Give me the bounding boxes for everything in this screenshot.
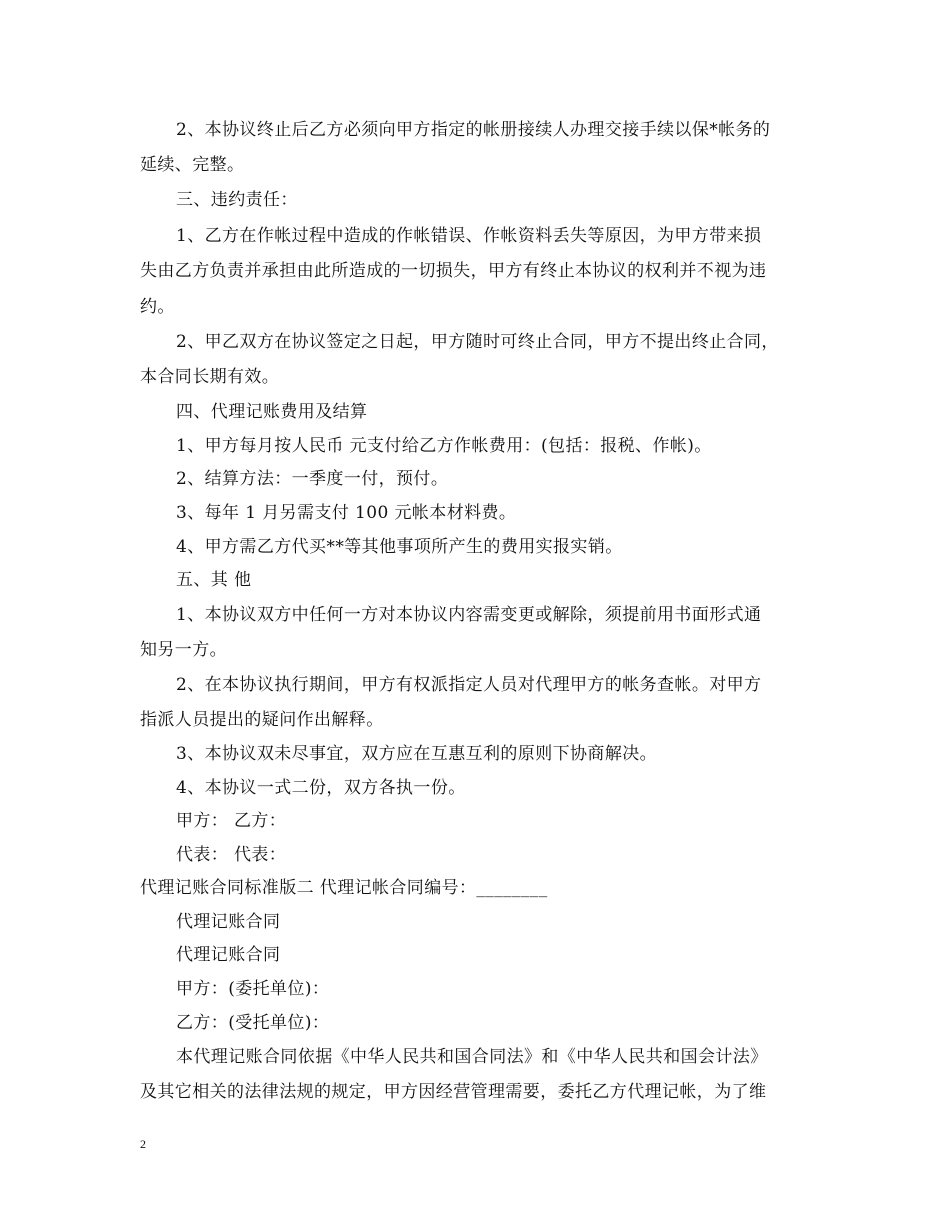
paragraph-line: 指派人员提出的疑问作出解释。 xyxy=(140,710,384,730)
party-line: 甲方：(委托单位)： xyxy=(176,979,330,999)
contract-title-line: 代理记账合同标准版二 代理记帐合同编号：________ xyxy=(140,878,548,898)
section-heading: 五、其 他 xyxy=(176,570,252,590)
paragraph-line: 2、本协议终止后乙方必须向甲方指定的帐册接续人办理交接手续以保*帐务的 xyxy=(176,120,771,140)
contract-title: 代理记账合同 xyxy=(176,912,281,932)
paragraph-line: 1、本协议双方中任何一方对本协议内容需变更或解除，须提前用书面形式通 xyxy=(176,605,762,625)
paragraph-line: 约。 xyxy=(140,297,175,317)
paragraph-line: 本代理记账合同依据《中华人民共和国合同法》和《中华人民共和国会计法》 xyxy=(176,1047,768,1067)
paragraph-line: 本合同长期有效。 xyxy=(140,367,280,387)
paragraph-line: 2、在本协议执行期间，甲方有权派指定人员对代理甲方的帐务查帐。对甲方 xyxy=(176,675,762,695)
paragraph-line: 2、结算方法：一季度一付，预付。 xyxy=(176,469,449,489)
signature-line: 代表： 代表： xyxy=(176,845,287,865)
section-heading: 四、代理记账费用及结算 xyxy=(176,402,368,422)
paragraph-line: 3、每年 1 月另需支付 100 元帐本材料费。 xyxy=(176,503,517,523)
paragraph-line: 失由乙方负责并承担由此所造成的一切损失，甲方有终止本协议的权利并不视为违 xyxy=(140,261,767,281)
signature-line: 甲方： 乙方： xyxy=(176,811,287,831)
paragraph-line: 2、甲乙双方在协议签定之日起，甲方随时可终止合同，甲方不提出终止合同， xyxy=(176,332,779,352)
paragraph-line: 延续、完整。 xyxy=(140,155,245,175)
paragraph-line: 及其它相关的法律法规的规定，甲方因经营管理需要，委托乙方代理记帐，为了维 xyxy=(140,1082,767,1102)
page-number: 2 xyxy=(140,1137,146,1151)
paragraph-line: 1、甲方每月按人民币 元支付给乙方作帐费用：(包括：报税、作帐)。 xyxy=(176,436,712,456)
paragraph-line: 4、本协议一式二份，双方各执一份。 xyxy=(176,778,466,798)
party-line: 乙方：(受托单位)： xyxy=(176,1013,330,1033)
contract-title: 代理记账合同 xyxy=(176,945,281,965)
paragraph-line: 3、本协议双未尽事宜，双方应在互惠互利的原则下协商解决。 xyxy=(176,744,658,764)
paragraph-line: 1、乙方在作帐过程中造成的作帐错误、作帐资料丢失等原因，为甲方带来损 xyxy=(176,226,762,246)
paragraph-line: 4、甲方需乙方代买**等其他事项所产生的费用实报实销。 xyxy=(176,537,623,557)
section-heading: 三、违约责任： xyxy=(176,190,298,210)
paragraph-line: 知另一方。 xyxy=(140,640,227,660)
